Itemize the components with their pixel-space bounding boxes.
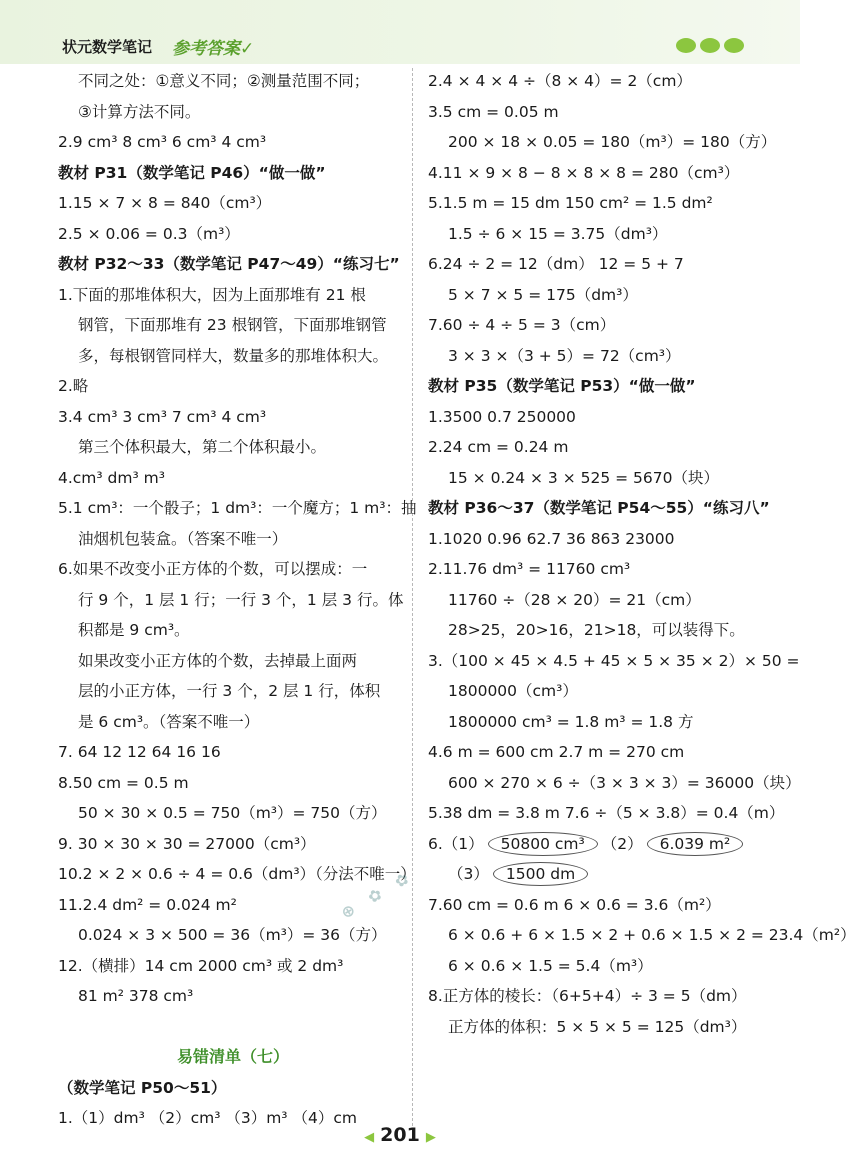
answer-line: 2.4 × 4 × 4 ÷（8 × 4）= 2（cm） [428,72,692,90]
answer-line: 1.15 × 7 × 8 = 840（cm³） [58,194,272,212]
answer-line: 15 × 0.24 × 3 × 525 = 5670（块） [448,468,719,487]
section-heading: 教材 P36～37（数学笔记 P54～55）“练习八” [428,499,770,517]
answer-line: 油烟机包装盒。（答案不唯一） [78,529,288,548]
answer-line: 1800000 cm³ = 1.8 m³ = 1.8 方 [448,712,694,731]
decor-dot [724,38,744,53]
section-heading: 教材 P31（数学笔记 P46）“做一做” [58,163,326,182]
page-number-text: 201 [380,1124,420,1146]
left-column [58,66,417,1134]
answer-line: 50 × 30 × 0.5 = 750（m³）= 750（方） [78,804,387,822]
answer-line: 多，每根钢管同样大，数量多的那堆体积大。 [78,346,389,365]
answer-line: 1.1020 0.96 62.7 36 863 23000 [428,529,675,548]
answer-line: 3.4 cm³ 3 cm³ 7 cm³ 4 cm³ [58,407,267,426]
answer-line: 600 × 270 × 6 ÷（3 × 3 × 3）= 36000（块） [448,773,801,792]
q6-answer-2: 6.039 m² [647,832,744,856]
answer-line: 2.24 cm = 0.24 m [428,438,569,456]
answer-line: 7.60 cm = 0.6 m 6 × 0.6 = 3.6（m²） [428,895,721,914]
q6-number: 6. [428,834,443,853]
answer-line: 4.11 × 9 × 8 − 8 × 8 × 8 = 280（cm³） [428,163,740,182]
decor-dot [676,38,696,53]
answer-line: 4.6 m = 600 cm 2.7 m = 270 cm [428,743,685,761]
answer-line: 5.1 cm³：一个骰子；1 dm³：一个魔方；1 m³：抽 [58,499,417,517]
answer-line: 钢管，下面那堆有 23 根钢管，下面那堆钢管 [78,316,387,334]
answer-line: 2.11.76 dm³ = 11760 cm³ [428,560,631,578]
answer-line: 3 × 3 ×（3 + 5）= 72（cm³） [448,346,681,365]
answer-line: 第三个体积最大，第二个体积最小。 [78,438,327,456]
answer-line: 7.60 ÷ 4 ÷ 5 = 3（cm） [428,316,616,334]
answer-line: 正方体的体积：5 × 5 × 5 = 125（dm³） [448,1017,747,1036]
answer-line: 行 9 个，1 层 1 行；一行 3 个，1 层 3 行。体 [78,590,404,609]
answer-line: 200 × 18 × 0.05 = 180（m³）= 180（方） [448,133,777,151]
answer-line: 5 × 7 × 5 = 175（dm³） [448,285,638,304]
answer-line: 层的小正方体，一行 3 个，2 层 1 行，体积 [78,682,381,700]
answer-line: 1800000（cm³） [448,682,578,700]
watermark-stamp: ⊕ ✿ ✿ [337,865,418,923]
answer-line: 7. 64 12 12 64 16 16 [58,743,221,761]
answer-line: 0.024 × 3 × 500 = 36（m³）= 36（方） [78,926,387,944]
q6-answer-1: 50800 cm³ [488,832,598,856]
header-answer-label: 参考答案✓ [172,39,255,59]
header-brand: 状元数学笔记 [62,38,153,56]
answer-line [58,1012,408,1043]
answer-line: 12.（横排）14 cm 2000 cm³ 或 2 dm³ [58,956,344,975]
answer-line: 8.50 cm = 0.5 m [58,773,189,792]
answer-line: 6 × 0.6 × 1.5 = 5.4（m³） [448,956,653,975]
answer-line: ③计算方法不同。 [78,102,201,121]
answer-line: 6 × 0.6 + 6 × 1.5 × 2 + 0.6 × 1.5 × 2 = 23.4（m²） [448,926,856,944]
answer-line: 11.2.4 dm² = 0.024 m² [58,895,237,914]
answer-line: 1.下面的那堆体积大，因为上面那堆有 21 根 [58,285,366,304]
answer-line: 2.略 [58,377,89,395]
header-dots [676,38,748,57]
answer-line: 10.2 × 2 × 0.6 ÷ 4 = 0.6（dm³）（分法不唯一） [58,865,416,883]
answer-line: 3.5 cm = 0.05 m [428,102,559,121]
q6-answer-3: 1500 dm [493,862,588,886]
arrow-left-icon: ◀ [364,1130,375,1145]
answer-line: 是 6 cm³。（答案不唯一） [78,712,260,731]
answer-line: 6.如果不改变小正方体的个数，可以摆成：一 [58,560,368,578]
page-header [0,0,800,64]
answer-line: 6.24 ÷ 2 = 12（dm） 12 = 5 + 7 [428,255,684,273]
answer-line: 8.正方体的棱长：（6+5+4）÷ 3 = 5（dm） [428,987,747,1005]
answer-line: 28>25，20>16，21>18，可以装得下。 [448,621,745,639]
answer-line: 1.（1）dm³ （2）cm³ （3）m³ （4）cm [58,1109,357,1127]
answer-line: 11760 ÷（28 × 20）= 21（cm） [448,590,701,609]
answer-line: 1.5 ÷ 6 × 15 = 3.75（dm³） [448,224,668,243]
answer-line: 3.（100 × 45 × 4.5 + 45 × 5 × 35 × 2）× 50 = [428,651,800,670]
answer-line: 4.cm³ dm³ m³ [58,468,165,487]
answer-line: 积都是 9 cm³。 [78,621,190,639]
answer-line: 5.38 dm = 3.8 m 7.6 ÷（5 × 3.8）= 0.4（m） [428,804,785,822]
arrow-right-icon: ▶ [425,1130,436,1145]
q6-part-2: （2） [601,834,643,853]
answer-line: 9. 30 × 30 × 30 = 27000（cm³） [58,834,316,853]
answer-line: 81 m² 378 cm³ [78,987,194,1005]
q6-part-3: （3） [448,865,489,883]
section-heading: （数学笔记 P50～51） [58,1078,227,1097]
answer-line: 2.5 × 0.06 = 0.3（m³） [58,224,240,243]
section-heading: 教材 P35（数学笔记 P53）“做一做” [428,377,696,395]
decor-dot [700,38,720,53]
page-number [0,1124,800,1146]
section-heading: 易错清单（七） [176,1047,289,1066]
q6-part-1: （1） [442,834,484,853]
answer-line: 5.1.5 m = 15 dm 150 cm² = 1.5 dm² [428,194,713,212]
answer-line: 如果改变小正方体的个数，去掉最上面两 [78,651,358,670]
answer-line: 1.3500 0.7 250000 [428,407,576,426]
answer-line: 不同之处：①意义不同；②测量范围不同； [78,72,370,90]
answer-line: 2.9 cm³ 8 cm³ 6 cm³ 4 cm³ [58,133,267,151]
section-heading: 教材 P32～33（数学笔记 P47～49）“练习七” [58,255,400,273]
